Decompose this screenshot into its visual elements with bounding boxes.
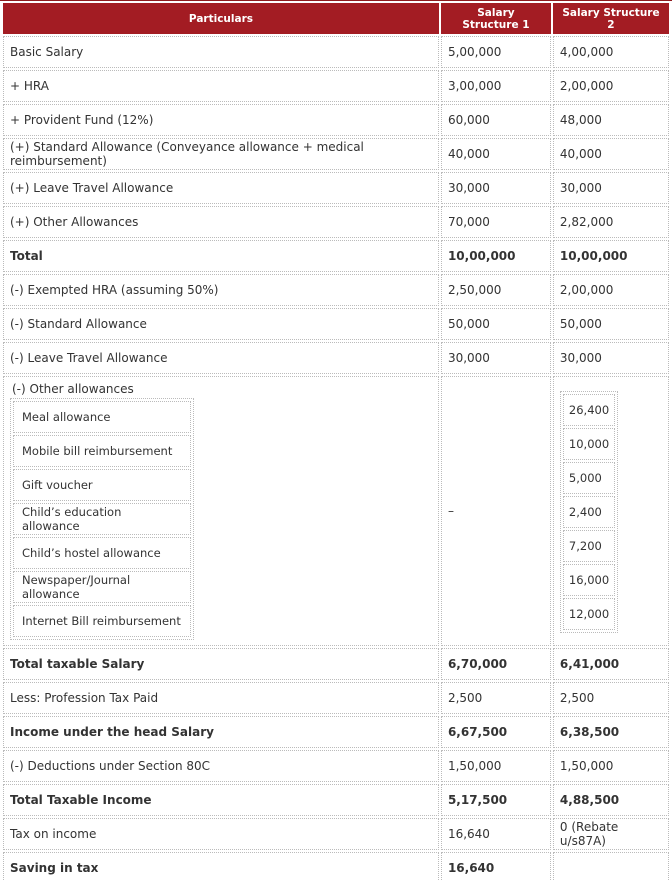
allowance-item-label: Child’s hostel allowance [13,537,191,569]
table-row [3,36,669,68]
table-row [3,70,669,102]
row-value-s2: 2,00,000 [553,70,669,102]
allowance-item-value: 2,400 [563,496,615,528]
row-label: (-) Leave Travel Allowance [3,342,439,374]
row-value-s2: 48,000 [553,104,669,136]
row-value-s1: 5,00,000 [441,36,551,68]
allowance-item-label: Internet Bill reimbursement [13,605,191,637]
list-item [563,598,615,630]
row-label: Basic Salary [3,36,439,68]
row-value-s1: 6,67,500 [441,716,551,748]
row-value-s1: 30,000 [441,342,551,374]
table-body [3,36,669,880]
row-label: Total taxable Salary [3,648,439,680]
row-label: + Provident Fund (12%) [3,104,439,136]
allowance-item-value: 7,200 [563,530,615,562]
row-value-s1: 70,000 [441,206,551,238]
other-allowances-s2-cell [553,376,669,646]
allowance-item-label: Gift voucher [13,469,191,501]
row-label: Saving in tax [3,852,439,880]
list-item [563,496,615,528]
row-label: (-) Standard Allowance [3,308,439,340]
row-label: Income under the head Salary [3,716,439,748]
allowance-item-value: 16,000 [563,564,615,596]
other-allowances-values-table [560,391,618,633]
row-value-s1: 10,00,000 [441,240,551,272]
list-item [563,564,615,596]
table-row-saving-in-tax [3,852,669,880]
row-value-s1: 40,000 [441,138,551,170]
row-value-s2: 4,00,000 [553,36,669,68]
row-label: (+) Standard Allowance (Conveyance allowance + medical reimbursement) [3,138,439,170]
row-label: Total [3,240,439,272]
table-row [3,104,669,136]
allowance-item-label: Child’s education allowance [13,503,191,535]
allowance-item-value: 12,000 [563,598,615,630]
allowance-item-value: 26,400 [563,394,615,426]
row-value-s1: 16,640 [441,852,551,880]
table-row [3,750,669,782]
allowance-item-value: 5,000 [563,462,615,494]
row-label: Less: Profession Tax Paid [3,682,439,714]
row-value-s1: 2,500 [441,682,551,714]
other-allowances-items-table [10,398,194,640]
table-row [3,206,669,238]
row-value-s1: 50,000 [441,308,551,340]
row-value-s2: 10,00,000 [553,240,669,272]
header-particulars: Particulars [3,3,439,34]
other-allowances-cell [3,376,439,646]
table-row-total-taxable-income [3,784,669,816]
row-value-s1: 3,00,000 [441,70,551,102]
row-value-s2: 2,82,000 [553,206,669,238]
row-value-s2: 0 (Rebate u/s87A) [553,818,669,850]
row-value-s2: 2,00,000 [553,274,669,306]
list-item [13,469,191,501]
list-item [563,394,615,426]
table-row-total-taxable-salary [3,648,669,680]
table-row-income-under-salary [3,716,669,748]
row-value-s2: 50,000 [553,308,669,340]
table-row [3,342,669,374]
row-value-s1: 5,17,500 [441,784,551,816]
table-row [3,172,669,204]
table-row-total [3,240,669,272]
list-item [563,428,615,460]
row-value-s2: 1,50,000 [553,750,669,782]
allowance-item-label: Newspaper/Journal allowance [13,571,191,603]
table-row [3,818,669,850]
row-value-s2: 6,41,000 [553,648,669,680]
table-header-row [3,3,669,34]
row-value-s2: 6,38,500 [553,716,669,748]
allowance-item-label: Meal allowance [13,401,191,433]
table-row [3,274,669,306]
list-item [563,530,615,562]
row-value-s1: 60,000 [441,104,551,136]
list-item [13,571,191,603]
row-label: Tax on income [3,818,439,850]
row-value-s2: 4,88,500 [553,784,669,816]
row-value-s2: 2,500 [553,682,669,714]
row-value-s2: 30,000 [553,172,669,204]
table-row [3,682,669,714]
table-row [3,138,669,170]
row-label: (-) Deductions under Section 80C [3,750,439,782]
row-value-s2: 30,000 [553,342,669,374]
list-item [563,462,615,494]
allowance-item-value: 10,000 [563,428,615,460]
row-value-s1: 2,50,000 [441,274,551,306]
allowance-item-label: Mobile bill reimbursement [13,435,191,467]
row-value-s2: 40,000 [553,138,669,170]
row-value-s1: 6,70,000 [441,648,551,680]
other-allowances-row [3,376,669,646]
other-allowances-s1: – [441,376,551,646]
table-row [3,308,669,340]
salary-comparison-table [1,1,671,880]
row-value-s1: 16,640 [441,818,551,850]
row-label: Total Taxable Income [3,784,439,816]
header-structure-2: Salary Structure 2 [553,3,669,34]
header-structure-1: Salary Structure 1 [441,3,551,34]
row-value-s1: 1,50,000 [441,750,551,782]
row-label: + HRA [3,70,439,102]
row-value-s2 [553,852,669,880]
row-label: (+) Leave Travel Allowance [3,172,439,204]
other-allowances-label: (-) Other allowances [12,382,134,396]
list-item [13,401,191,433]
row-label: (-) Exempted HRA (assuming 50%) [3,274,439,306]
row-value-s1: 30,000 [441,172,551,204]
list-item [13,605,191,637]
row-label: (+) Other Allowances [3,206,439,238]
list-item [13,503,191,535]
list-item [13,435,191,467]
list-item [13,537,191,569]
